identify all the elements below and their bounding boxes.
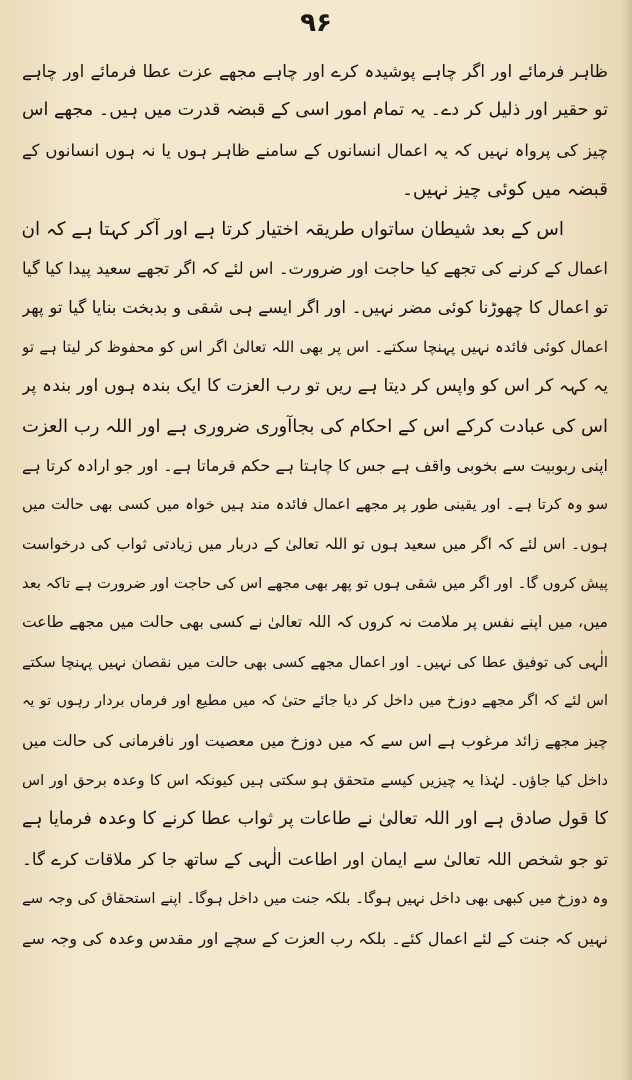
text-line: پیش کروں گا۔ اور اگر میں شقی ہوں تو پھر بھی مجھے اس کی حاجت اور ضرورت ہے تاکہ بعد [22,575,608,593]
text-line: اس کی عبادت کرکے اس کے احکام کی بجاآوری ضروری ہے اور اللہ رب العزت [22,415,608,437]
text-line: نہیں کہ جنت کے لئے اعمال کئے۔ بلکہ رب العزت کے سچے اور مقدس وعدہ کی وجہ سے [22,928,608,948]
text-line: چیز کی پرواہ نہیں کہ یہ اعمال انسانوں کے سامنے ظاہر ہوں یا نہ ہوں انسانوں کے [22,140,608,160]
text-line: اس لئے کہ اگر مجھے دوزخ میں داخل کر دیا جائے حتیٰ کہ میں مطیع اور فرماں بردار رہوں تو یہ [22,693,608,710]
text-line: ہوں۔ اس لئے کہ اگر میں سعید ہوں تو اللہ تعالیٰ کے دربار میں زیادتی ثواب کی درخواست [22,534,608,553]
text-line: داخل کیا جاؤں۔ لہٰذا یہ چیزیں کیسے متحقق ہو سکتی ہیں کیونکہ اس کا وعدہ برحق اور اس [22,772,608,790]
text-line: قبضہ میں کوئی چیز نہیں۔ [402,179,608,201]
text-line: اعمال کے کرنے کی تجھے کیا حاجت اور ضرورت۔ اس لئے کہ اگر تجھے سعید پیدا کیا گیا [22,258,608,278]
text-line: تو حقیر اور ذلیل کر دے۔ یہ تمام امور اسی کے قبضہ قدرت میں ہیں۔ مجھے اس [22,100,608,121]
text-line: چیز مجھے زائد مرغوب ہے اس سے کہ میں دوزخ میں معصیت اور نافرمانی کی حالت میں [22,731,608,750]
urdu-body-text [22,52,608,958]
page-edge-shadow [622,0,632,1080]
text-line: اپنی ربوبیت سے بخوبی واقف ہے جس کا چاہتا ہے حکم فرماتا ہے۔ اور جو ارادہ کرتا ہے [22,455,608,475]
text-line: الٰہی کی توفیق عطا کی نہیں۔ اور اعمال مجھے کسی بھی حالت میں نقصان نہیں پہنچا سکتے [22,653,608,671]
text-line: وہ دوزخ میں کبھی بھی داخل نہیں ہوگا۔ بلکہ جنت میں داخل ہوگا۔ اپنے استحقاق کی وجہ سے [22,890,608,908]
text-line: کا قول صادق ہے اور اللہ تعالیٰ نے طاعات پر ثواب عطا کرنے کا وعدہ فرمایا ہے [22,809,608,830]
text-line: ظاہر فرمائے اور اگر چاہے پوشیدہ کرے اور چاہے مجھے عزت عطا فرمائے اور چاہے [22,61,608,81]
text-line: سو وہ کرتا ہے۔ اور یقینی طور پر مجھے اعمال فائدہ مند ہیں خواہ میں کسی بھی حالت میں [22,496,608,514]
text-line: تو اعمال کا چھوڑنا کوئی مضر نہیں۔ اور اگر ایسے ہی شقی و بدبخت بنایا گیا تو پھر [22,297,608,318]
text-line: اعمال کوئی فائدہ نہیں پہنچا سکتے۔ اس پر بھی اللہ تعالیٰ اگر اس کو محفوظ کر لیتا ہے تو [22,337,608,356]
text-line: میں، میں اپنے نفس پر ملامت نہ کروں کہ اللہ تعالیٰ نے کسی بھی حالت میں مجھے طاعت [22,613,608,632]
paragraph-start-line: اس کے بعد شیطان ساتواں طریقہ اختیار کرتا ہے اور آکر کہتا ہے کہ ان [22,218,564,240]
page-number: ۹۶ [300,8,332,38]
text-line: یہ کہہ کر اس کو واپس کر دیتا ہے ریں تو رب العزت کا ایک بندہ ہوں اور بندہ پر [22,376,608,397]
text-line: تو جو شخص اللہ تعالیٰ سے ایمان اور اطاعت الٰہی کے ساتھ جا کر ملاقات کرے گا۔ [22,848,608,869]
